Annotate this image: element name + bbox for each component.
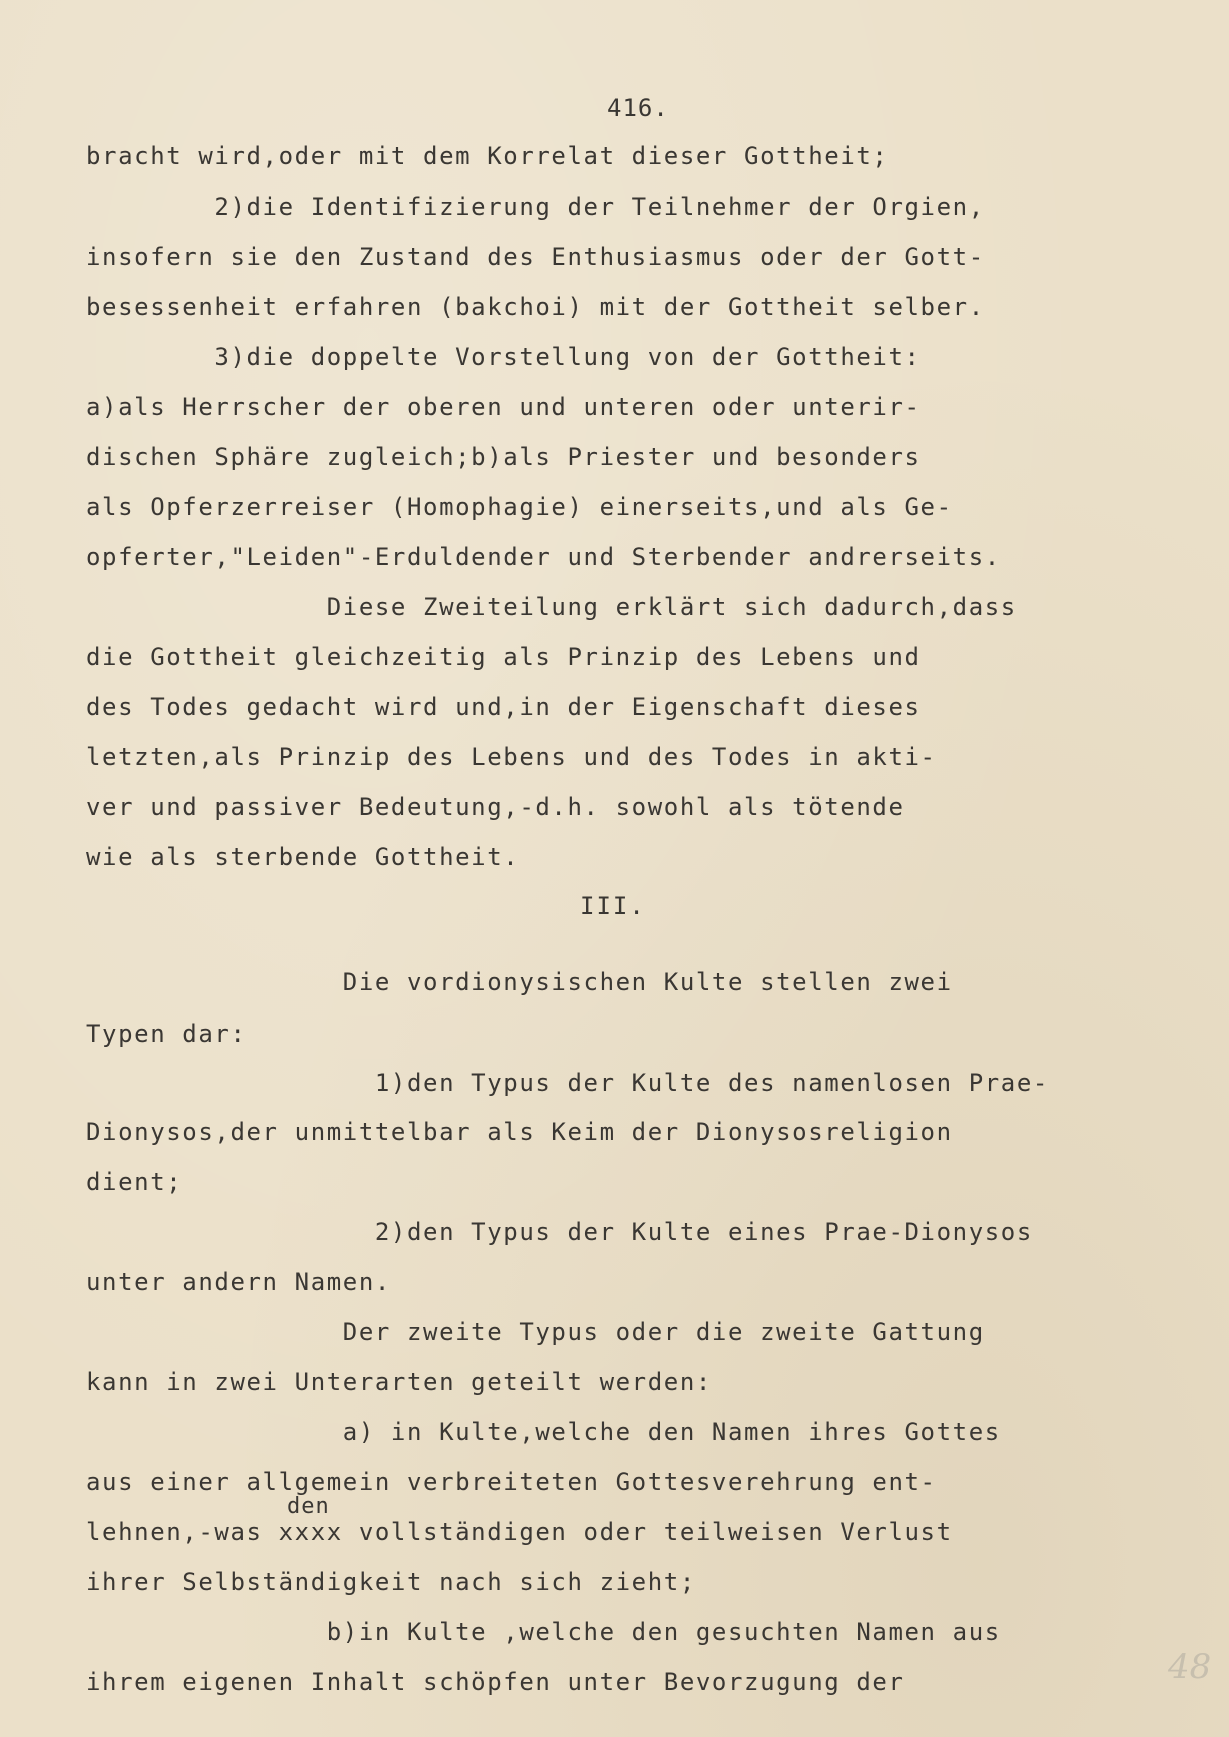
text-line: 1)den Typus der Kulte des namenlosen Prae- [86,1069,1049,1097]
text-line: 3)die doppelte Vorstellung von der Gottheit: [86,343,921,371]
text-line: a)als Herrscher der oberen und unteren oder unterir- [86,393,921,421]
text-line: dischen Sphäre zugleich;b)als Priester und besonders [86,443,921,471]
text-line: die Gottheit gleichzeitig als Prinzip des Lebens und [86,643,921,671]
text-line: Die vordionysischen Kulte stellen zwei [86,968,953,996]
text-line: wie als sterbende Gottheit. [86,843,520,871]
page-number: 416. [607,94,669,122]
text-line: opferter,"Leiden"-Erduldender und Sterbender andrerseits. [86,543,1001,571]
text-line: Dionysos,der unmittelbar als Keim der Dionysosreligion [86,1118,953,1146]
text-line: Typen dar: [86,1020,247,1048]
text-line: ver und passiver Bedeutung,-d.h. sowohl als tötende [86,793,905,821]
text-line: als Opferzerreiser (Homophagie) einerseits,und als Ge- [86,493,953,521]
text-line: 2)den Typus der Kulte eines Prae-Dionysos [86,1218,1033,1246]
text-line: 2)die Identifizierung der Teilnehmer der Orgien, [86,193,985,221]
text-line: b)in Kulte ,welche den gesuchten Namen aus [86,1618,1001,1646]
text-line: Diese Zweiteilung erklärt sich dadurch,dass [86,593,1017,621]
text-line: unter andern Namen. [86,1268,391,1296]
text-line: kann in zwei Unterarten geteilt werden: [86,1368,712,1396]
text-line: dient; [86,1168,183,1196]
text-line: des Todes gedacht wird und,in der Eigenschaft dieses [86,693,921,721]
text-line: lehnen,-was xxxx vollständigen oder teilweisen Verlust [86,1518,953,1546]
text-line: ihrem eigenen Inhalt schöpfen unter Bevorzugung der [86,1668,905,1696]
text-line: insofern sie den Zustand des Enthusiasmus oder der Gott- [86,243,985,271]
text-line: aus einer allgemein verbreiteten Gottesverehrung ent- [86,1468,937,1496]
section-heading: III. [580,892,646,920]
margin-note: 48 [1168,1647,1212,1687]
interlinear-insert: den [287,1494,330,1519]
text-line: a) in Kulte,welche den Namen ihres Gottes [86,1418,1001,1446]
text-line: bracht wird,oder mit dem Korrelat dieser Gottheit; [86,142,889,170]
text-line: ihrer Selbständigkeit nach sich zieht; [86,1568,696,1596]
text-line: besessenheit erfahren (bakchoi) mit der Gottheit selber. [86,293,985,321]
text-line: letzten,als Prinzip des Lebens und des Todes in akti- [86,743,937,771]
text-line: Der zweite Typus oder die zweite Gattung [86,1318,985,1346]
